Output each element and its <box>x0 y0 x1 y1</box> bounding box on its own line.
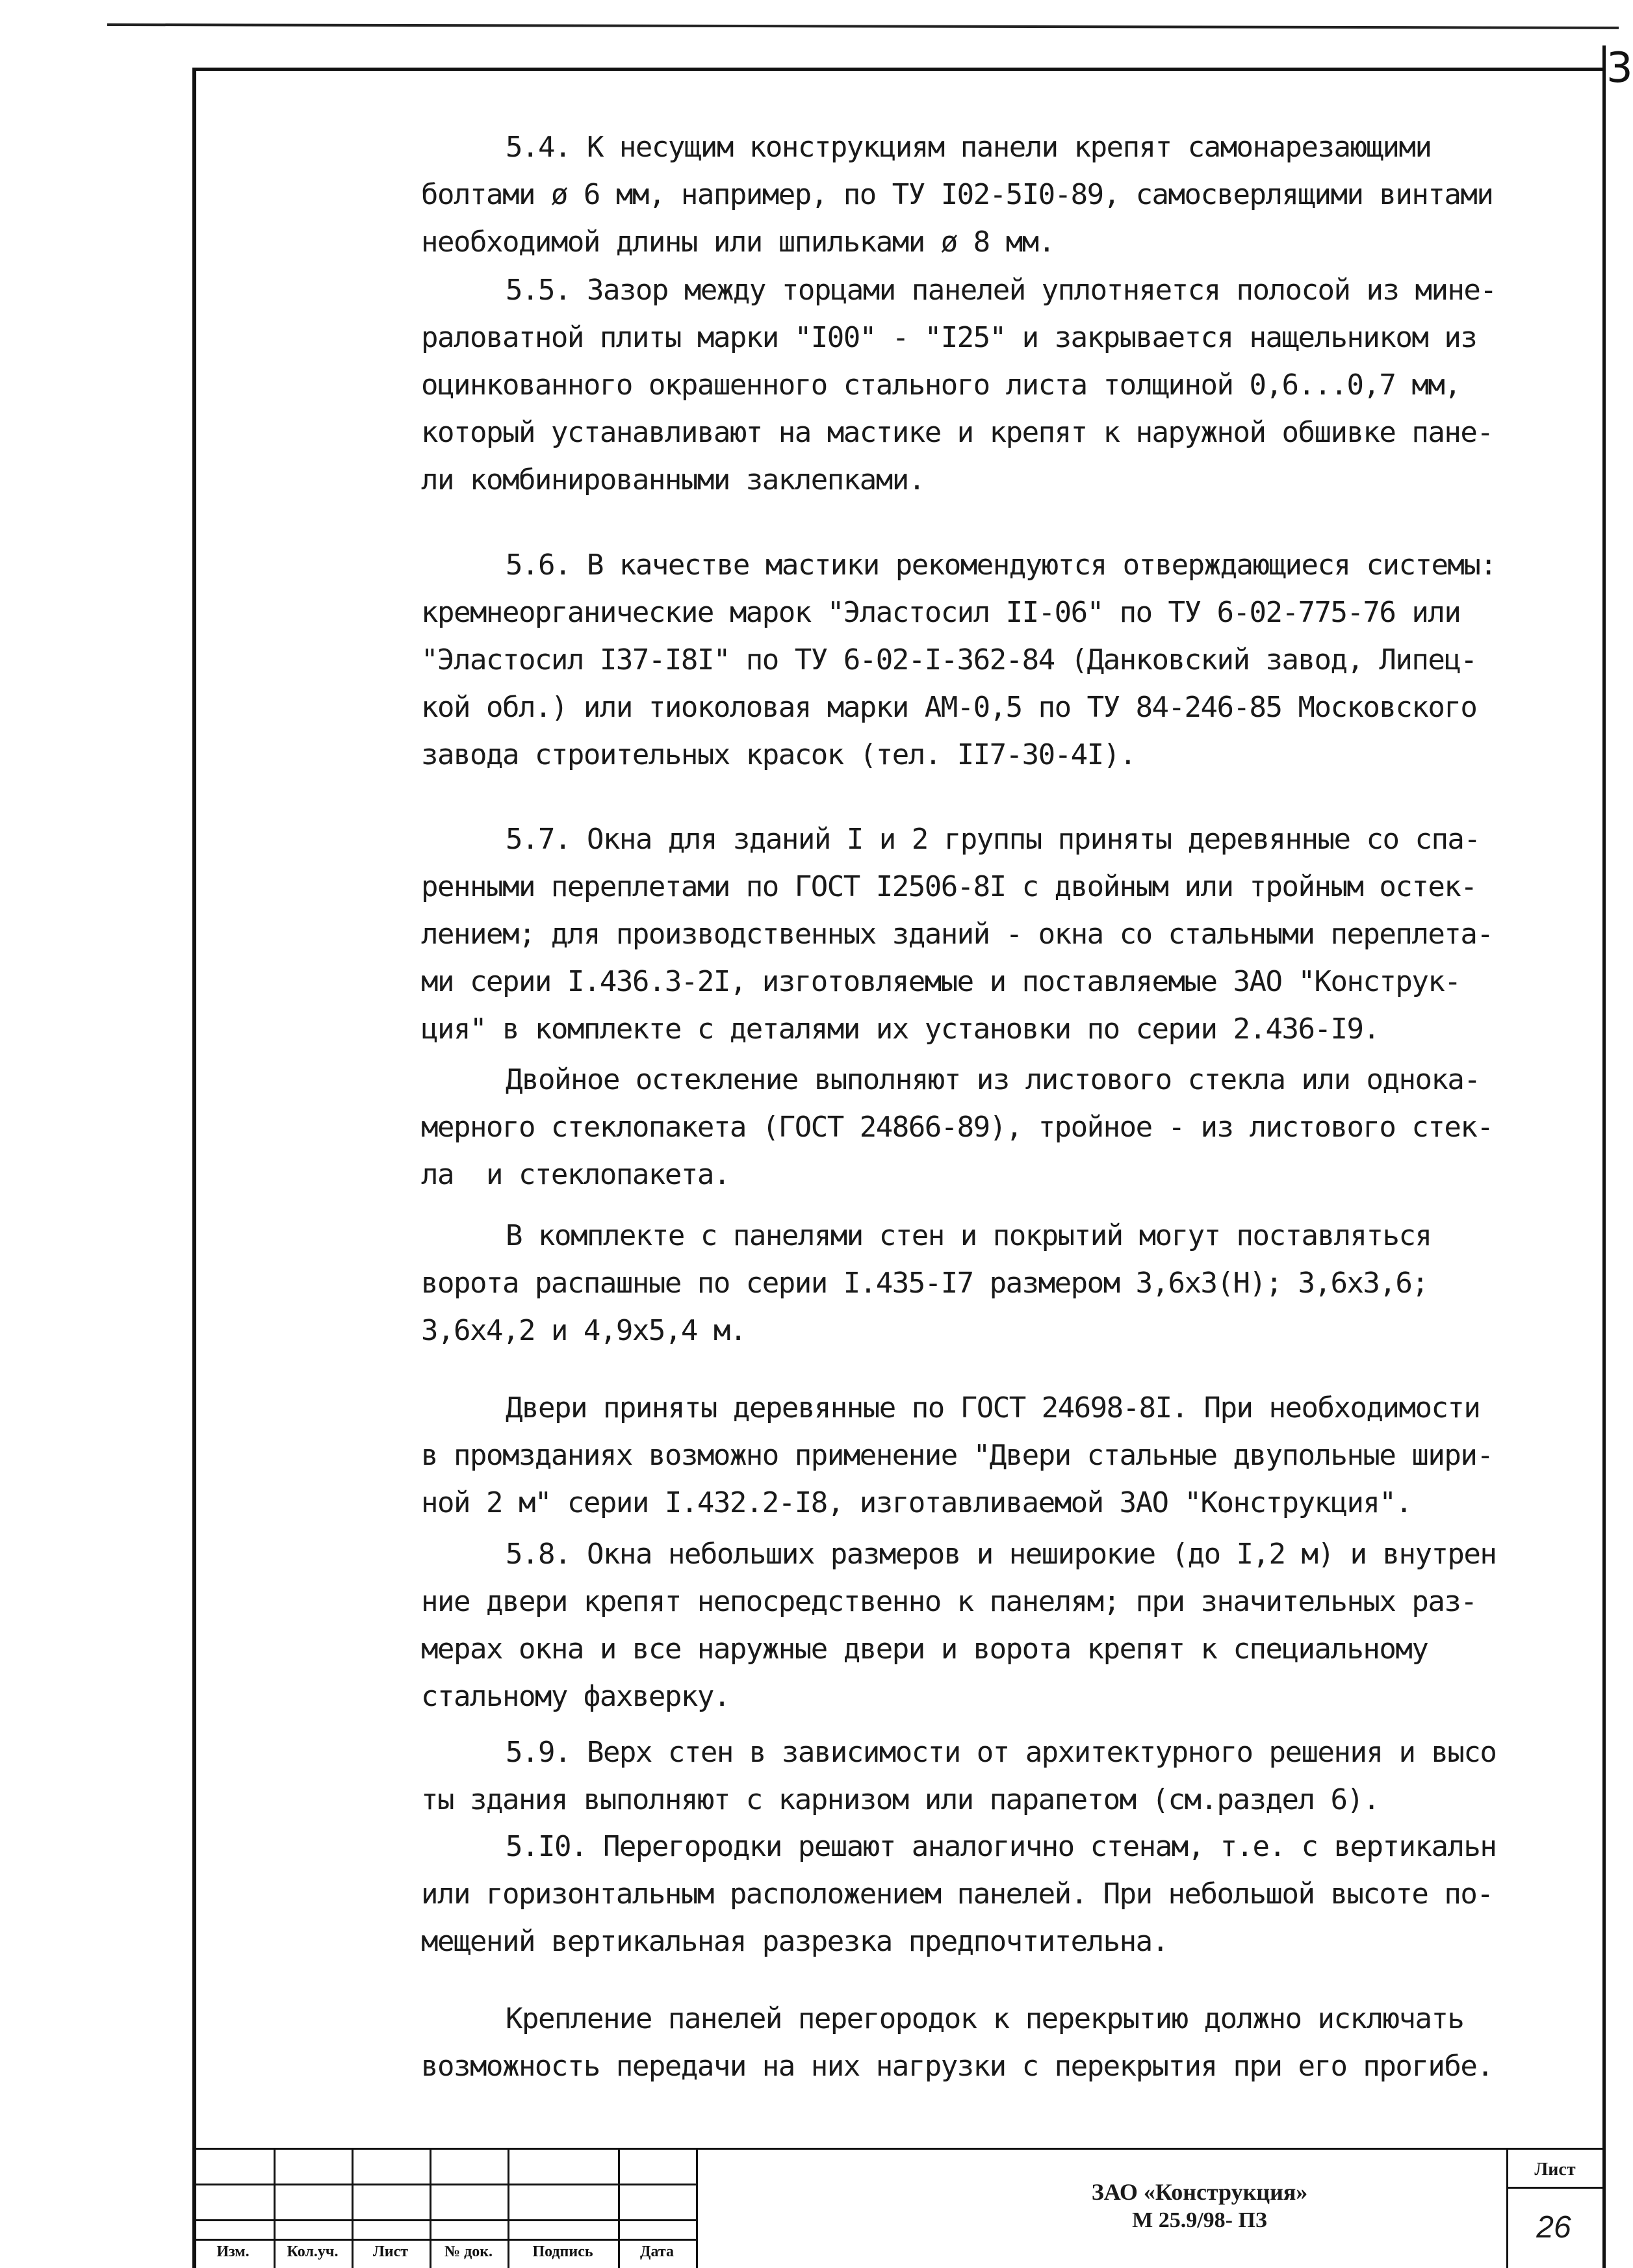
paragraph-line: 5.6. В качестве мастики рекомендуются отверждающиеся системы: <box>506 548 1497 582</box>
col-label-list: Лист <box>372 2243 409 2260</box>
frame-left-border <box>192 69 196 2268</box>
top-rule <box>107 23 1619 29</box>
paragraph-line: ние двери крепят непосредственно к панелям; при значительных раз- <box>421 1585 1477 1618</box>
organization-name: ЗАО «Конструкция» <box>1091 2179 1308 2205</box>
paragraph-line: стальному фахверку. <box>421 1680 730 1713</box>
frame-top-border <box>192 68 1606 71</box>
title-block-row-line <box>192 2219 696 2221</box>
paragraph-line: который устанавливают на мастике и крепят к наружной обшивке пане- <box>421 416 1493 449</box>
paragraph-line: 5.7. Окна для зданий I и 2 группы приняты деревянные со спа- <box>506 823 1480 856</box>
paragraph-line: необходимой длины или шпильками ø 8 мм. <box>421 226 1055 259</box>
paragraph-line: завода строительных красок (тел. II7-30-4I). <box>421 738 1136 771</box>
paragraph-line: В комплекте с панелями стен и покрытий могут поставляться <box>506 1219 1432 1252</box>
sheet-number: 26 <box>1536 2210 1571 2245</box>
paragraph <box>421 266 1500 504</box>
col-label-izm: Изм. <box>216 2243 250 2260</box>
paragraph-line: ция" в комплекте с деталями их установки по серии 2.436-I9. <box>421 1012 1380 1046</box>
paragraph-line: возможность передачи на них нагрузки с перекрытия при его прогибе. <box>421 2050 1493 2083</box>
sheet-label: Лист <box>1534 2159 1576 2180</box>
paragraph-line: Крепление панелей перегородок к перекрытию должно исключать <box>506 2002 1464 2035</box>
paragraph-line: 5.4. К несущим конструкциям панели крепят самонарезающими <box>506 131 1432 164</box>
paragraph-line: ли комбинированными заклепками. <box>421 463 925 496</box>
paragraph <box>421 1530 1500 1720</box>
paragraph-line: лением; для производственных зданий - окна со стальными переплета- <box>421 918 1493 951</box>
paragraph-line: ты здания выполняют с карнизом или парапетом (см.раздел 6). <box>421 1783 1380 1816</box>
paragraph-line: кремнеорганические марок "Эластосил II-06" по ТУ 6-02-775-76 или <box>421 596 1461 629</box>
paragraph-line: мерах окна и все наружные двери и ворота крепят к специальному <box>421 1632 1428 1666</box>
paragraph <box>421 1056 1500 1198</box>
title-block-row-line <box>192 2239 696 2241</box>
paragraph-line: мерного стеклопакета (ГОСТ 24866-89), тройное - из листового стек- <box>421 1111 1493 1144</box>
paragraph-line: болтами ø 6 мм, например, по ТУ I02-5I0-89, самосверлящими винтами <box>421 178 1493 211</box>
col-label-signature: Подпись <box>532 2243 593 2260</box>
col-label-kol-uch: Кол.уч. <box>287 2243 339 2260</box>
paragraph <box>421 123 1500 266</box>
paragraph <box>421 1384 1500 1527</box>
paragraph-line: или горизонтальным расположением панелей. При небольшой высоте по- <box>421 1877 1493 1911</box>
title-block-top-line <box>192 2148 1606 2150</box>
paragraph <box>421 816 1500 1053</box>
document-code: М 25.9/98- ПЗ <box>1132 2208 1267 2232</box>
paragraph-line: 5.9. Верх стен в зависимости от архитектурного решения и высо <box>506 1736 1497 1769</box>
paragraph <box>421 1729 1500 1823</box>
corner-mark: 3 <box>1606 44 1633 92</box>
title-block-row-line <box>192 2184 696 2185</box>
paragraph-line: ла и стеклопакета. <box>421 1158 730 1191</box>
paragraph-line: 3,6х4,2 и 4,9х5,4 м. <box>421 1314 746 1347</box>
paragraph-line: оцинкованного окрашенного стального листа толщиной 0,6...0,7 мм, <box>421 368 1461 402</box>
frame-right-border <box>1602 45 1606 2268</box>
col-label-doc-no: № док. <box>444 2243 493 2260</box>
paragraph-line: ной 2 м" серии I.432.2-I8, изготавливаемой ЗАО "Конструкция". <box>421 1486 1412 1519</box>
paragraph-line: ми серии I.436.3-2I, изготовляемые и поставляемые ЗАО "Конструк- <box>421 965 1461 998</box>
paragraph-line: ренными переплетами по ГОСТ I2506-8I с двойным или тройным остек- <box>421 870 1477 903</box>
paragraph <box>421 1212 1500 1354</box>
paragraph-line: в промзданиях возможно применение "Двери стальные двупольные шири- <box>421 1439 1493 1472</box>
paragraph-line: мещений вертикальная разрезка предпочтительна. <box>421 1925 1168 1958</box>
title-block <box>192 2148 1606 2268</box>
col-label-date: Дата <box>640 2243 674 2260</box>
paragraph <box>421 1995 1500 2090</box>
paragraph-line: Двери приняты деревянные по ГОСТ 24698-8I. При необходимости <box>506 1391 1480 1424</box>
paragraph <box>421 1823 1500 1965</box>
paragraph-line: кой обл.) или тиоколовая марки АМ-0,5 по ТУ 84-246-85 Московского <box>421 691 1477 724</box>
paragraph-line: "Эластосил I37-I8I" по ТУ 6-02-I-362-84 (Данковский завод, Липец- <box>421 643 1477 677</box>
paragraph-line: 5.5. Зазор между торцами панелей уплотняется полосой из мине- <box>506 274 1497 307</box>
paragraph-line: раловатной плиты марки "I00" - "I25" и закрывается нащельником из <box>421 321 1477 354</box>
paragraph <box>421 541 1500 779</box>
paragraph-line: 5.8. Окна небольших размеров и неширокие (до I,2 м) и внутрен <box>506 1538 1497 1571</box>
sheet-cell-line <box>1506 2187 1606 2189</box>
paragraph-line: 5.I0. Перегородки решают аналогично стенам, т.е. с вертикальн <box>506 1830 1497 1863</box>
paragraph-line: Двойное остекление выполняют из листового стекла или однока- <box>506 1063 1480 1096</box>
title-block-col-line <box>696 2148 698 2268</box>
paragraph-line: ворота распашные по серии I.435-I7 размером 3,6х3(Н); 3,6х3,6; <box>421 1267 1428 1300</box>
